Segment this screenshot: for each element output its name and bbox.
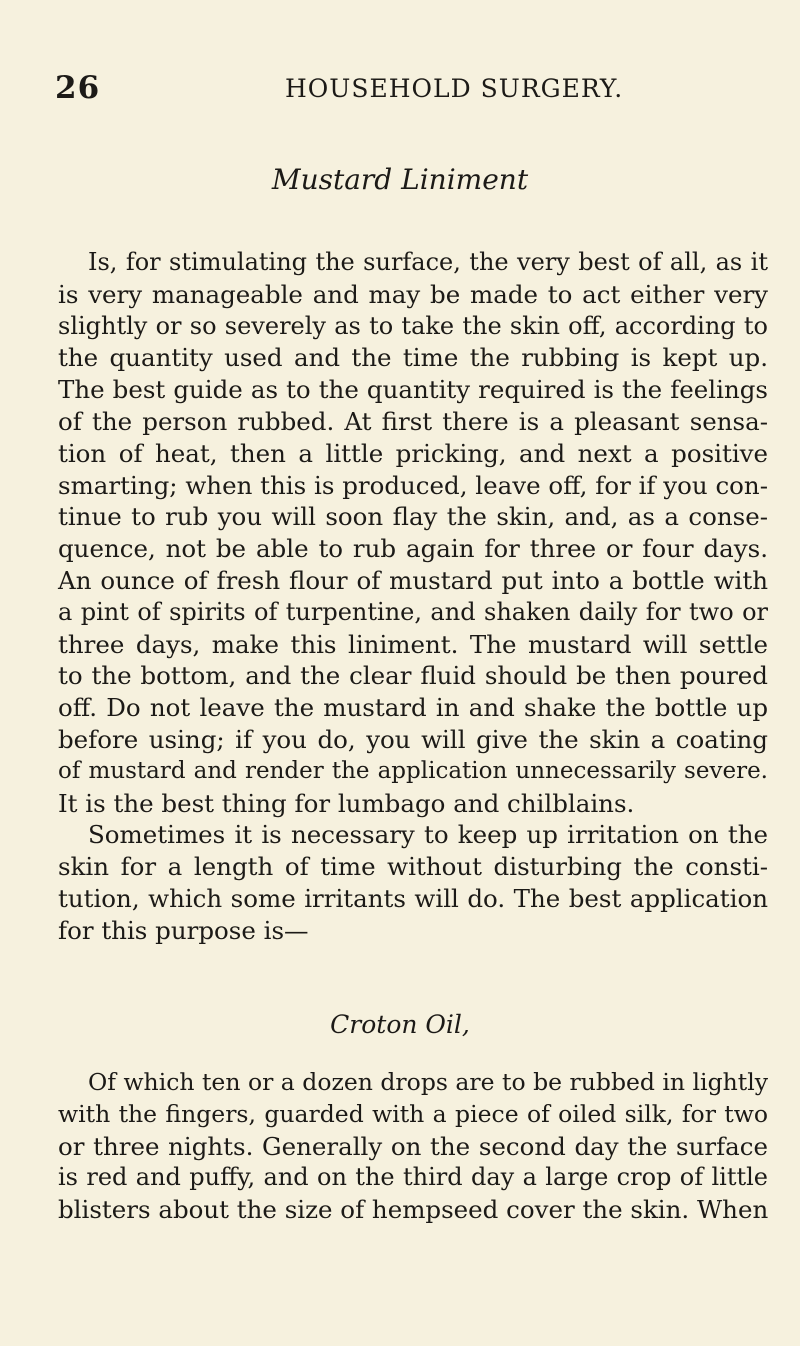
text-line: with the fingers, guarded with a piece of oiled silk, for two (58, 1099, 768, 1128)
text-line: is very manageable and may be made to act either very (58, 279, 768, 309)
text-line: of the person rubbed. At first there is a pleasant sensa- (58, 406, 768, 436)
text-line: The best guide as to the quantity required is the feelings (58, 375, 768, 405)
section-heading-croton-oil: Croton Oil, (330, 1010, 470, 1039)
text-line: skin for a length of time without disturbing the consti- (58, 852, 768, 882)
mustard-liniment-text (58, 247, 768, 947)
text-line: three days, make this liniment. The mustard will settle (58, 629, 768, 659)
croton-oil-text (58, 1067, 768, 1226)
text-line: It is the best thing for lumbago and chilblains. (58, 788, 635, 818)
text-line: Of which ten or a dozen drops are to be rubbed in lightly (88, 1068, 768, 1096)
text-line: tution, which some irritants will do. The best application (58, 883, 768, 913)
text-line: quence, not be able to rub again for three or four days. (58, 534, 768, 564)
text-line: before using; if you do, you will give the skin a coating (58, 724, 768, 754)
text-line: off. Do not leave the mustard in and shake the bottle up (58, 693, 768, 723)
text-line: slightly or so severely as to take the skin off, according to (58, 311, 768, 340)
section-heading-mustard-liniment: Mustard Liniment (271, 163, 529, 196)
text-line: a pint of spirits of turpentine, and shaken daily for two or (58, 597, 768, 626)
text-line: of mustard and render the application unnecessarily severe. (58, 757, 768, 784)
text-line: is red and puffy, and on the third day a large crop of little (58, 1163, 768, 1192)
running-title: HOUSEHOLD SURGERY. (285, 74, 624, 103)
running-head (55, 70, 755, 110)
text-line: Sometimes it is necessary to keep up irritation on the (88, 820, 768, 850)
text-line: for this purpose is— (58, 915, 309, 945)
page-number: 26 (55, 70, 101, 106)
text-line: tion of heat, then a little pricking, and next a positive (58, 438, 768, 468)
text-line: tinue to rub you will soon flay the skin, and, as a conse- (58, 502, 768, 532)
text-line: or three nights. Generally on the second day the surface (58, 1131, 768, 1161)
text-line: blisters about the size of hempseed cover the skin. When (58, 1195, 769, 1225)
text-line: to the bottom, and the clear fluid should be then poured (58, 661, 768, 691)
text-line: Is, for stimulating the surface, the very best of all, as it (88, 248, 768, 276)
text-line: the quantity used and the time the rubbing is kept up. (58, 343, 768, 373)
text-line: smarting; when this is produced, leave off, for if you con- (58, 470, 768, 500)
text-line: An ounce of fresh flour of mustard put into a bottle with (58, 565, 768, 595)
